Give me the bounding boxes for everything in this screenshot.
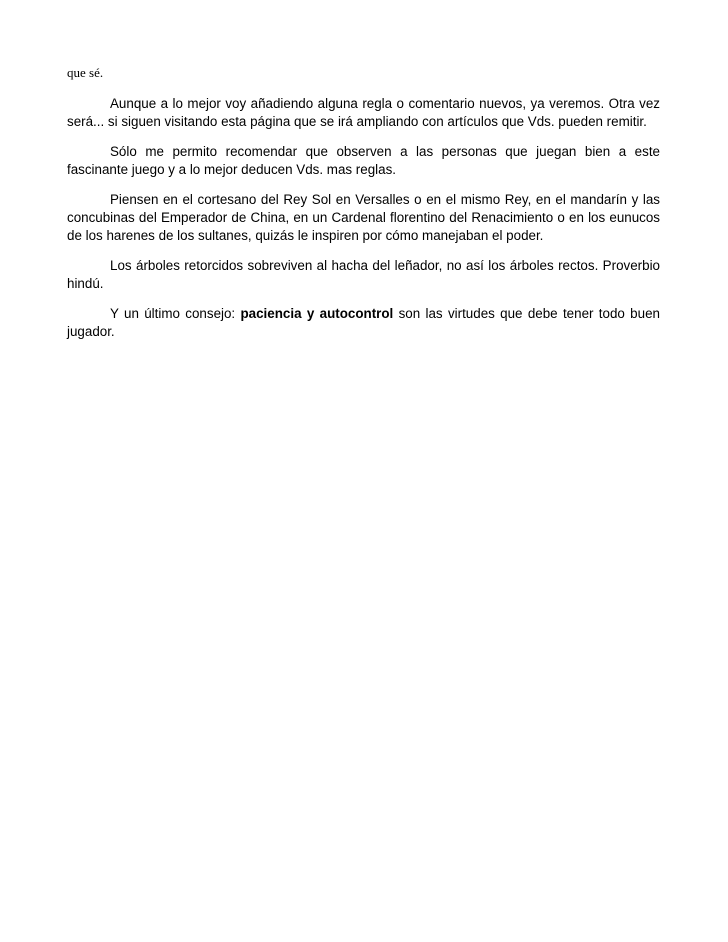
final-advice-intro: Y un último consejo: [110,306,241,321]
document-page [67,64,660,353]
paragraph-historical-examples: Piensen en el cortesano del Rey Sol en Versalles o en el mismo Rey, en el mandarín y las concubinas del Emperador de China, en un Cardenal florentino del Renacimiento o en los eunucos de los harenes de los sultanes, quizás le inspiren por cómo manejaban el poder. [67,192,660,243]
paragraph-proverb: Los árboles retorcidos sobreviven al hacha del leñador, no así los árboles rectos. Proverbio hindú. [67,258,660,291]
paragraph-observe-players: Sólo me permito recomendar que observen a las personas que juegan bien a este fascinante juego y a lo mejor deducen Vds. mas reglas. [67,144,660,177]
final-advice-emphasis: paciencia y autocontrol [240,306,394,321]
intro-fragment: que sé. [67,65,104,80]
paragraph-final-advice [67,305,660,341]
final-advice-ending: son las virtudes que debe tener todo buen jugador. [67,306,660,339]
paragraph-rules-note: Aunque a lo mejor voy añadiendo alguna regla o comentario nuevos, ya veremos. Otra vez será... si siguen visitando esta página que se irá ampliando con artículos que Vds. pueden remitir. [67,96,660,129]
